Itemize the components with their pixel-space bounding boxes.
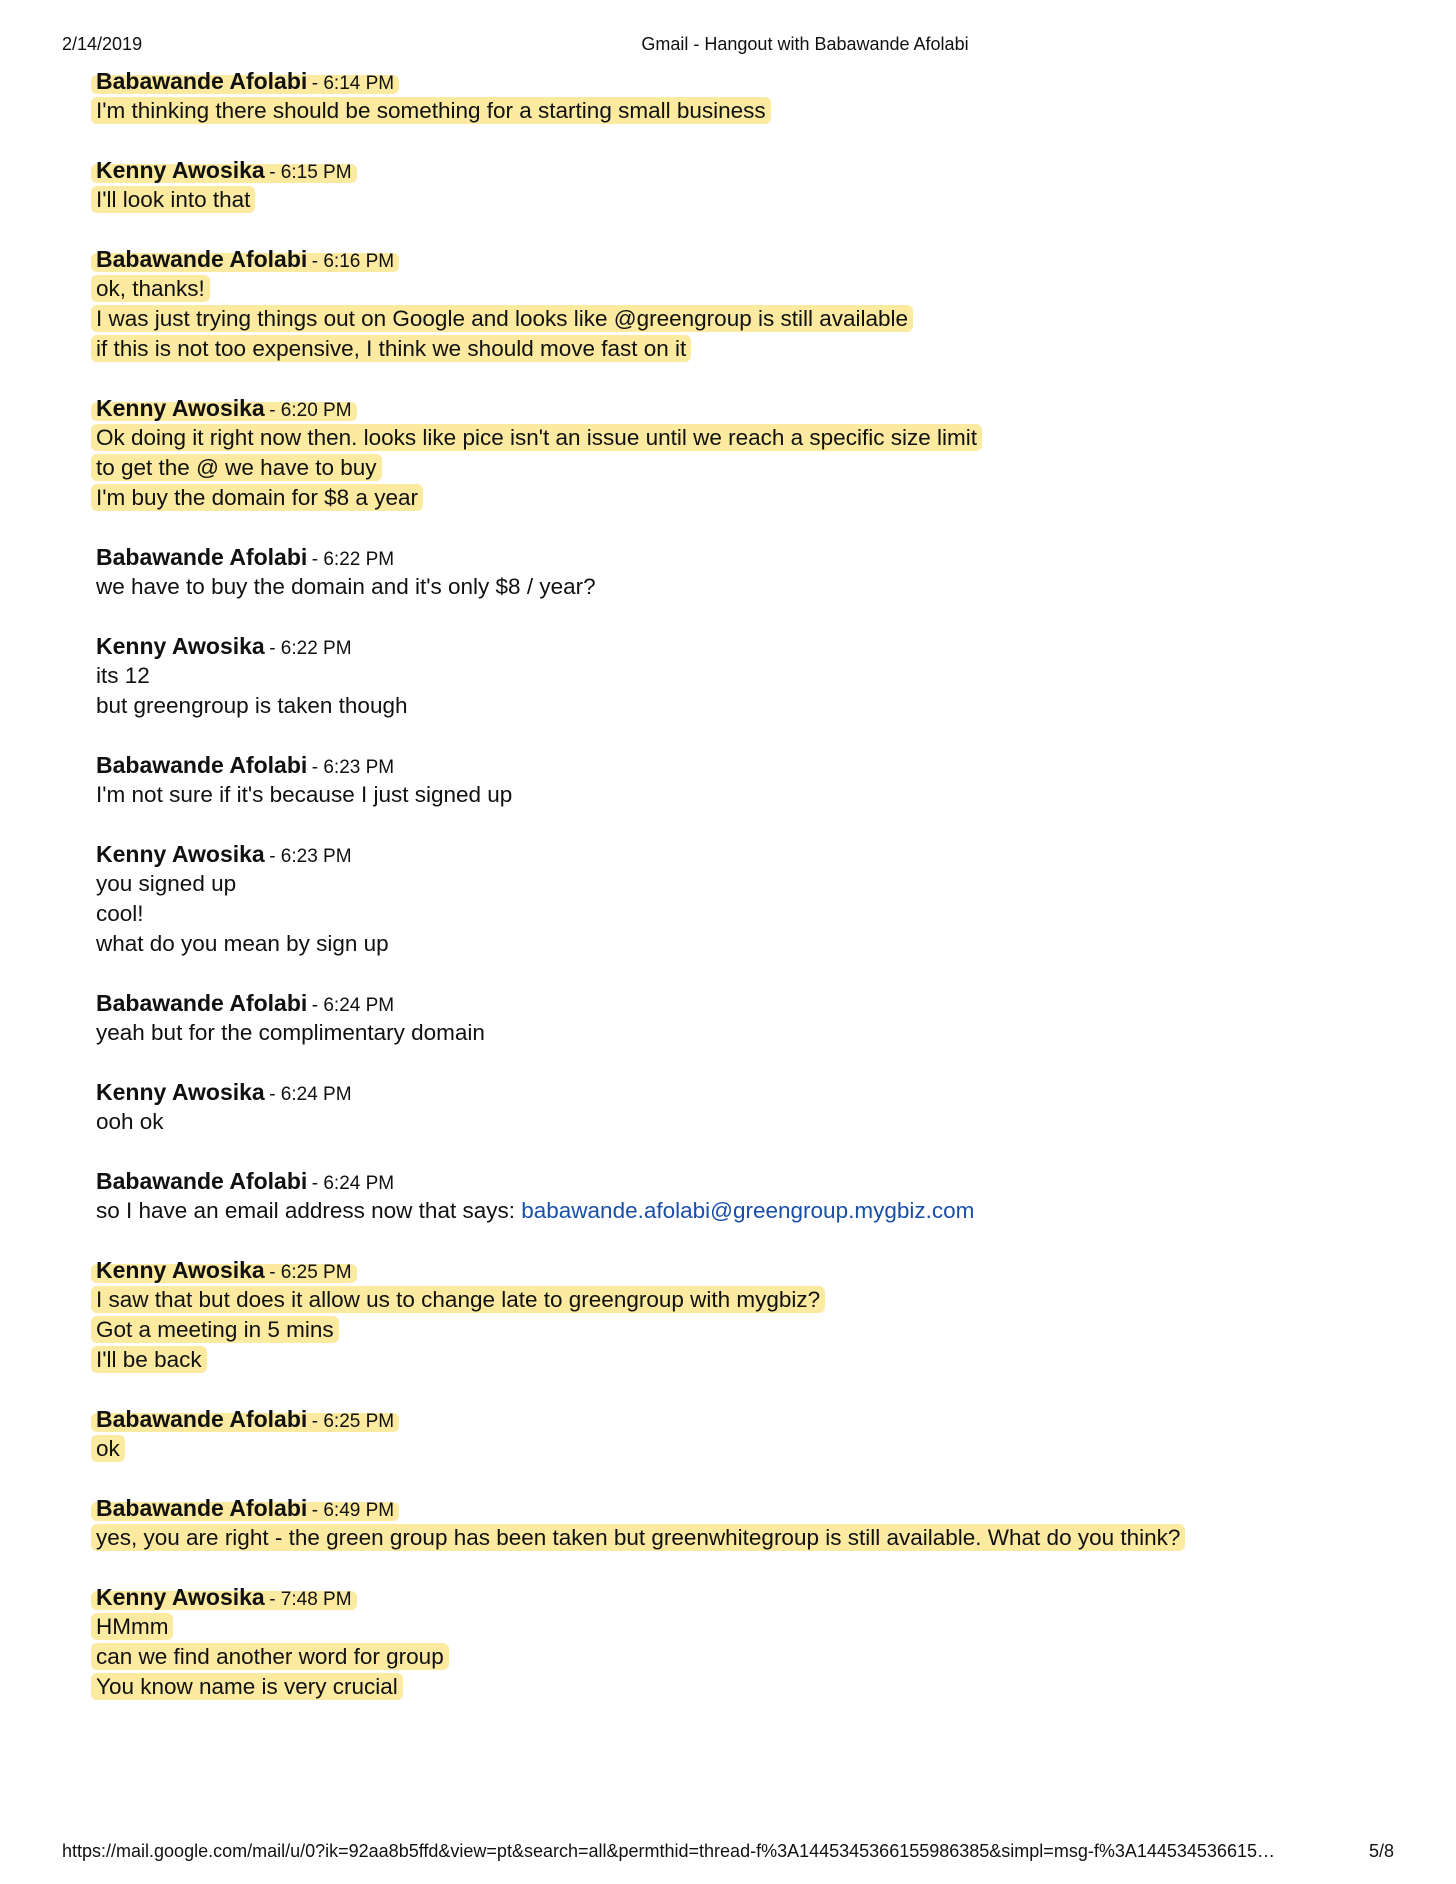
- sender-name: Babawande Afolabi: [96, 1168, 308, 1194]
- message-time: - 6:22 PM: [311, 549, 395, 570]
- message-text: I was just trying things out on Google and looks like @greengroup is still available: [91, 305, 913, 332]
- chat-message: [96, 839, 1416, 959]
- message-line: [96, 453, 1416, 483]
- sender-name: Kenny Awosika: [96, 841, 265, 867]
- sender-name: Babawande Afolabi: [96, 544, 308, 570]
- message-time: - 6:24 PM: [311, 1173, 395, 1194]
- message-line: [96, 185, 1416, 215]
- message-time: - 6:14 PM: [311, 73, 395, 94]
- message-time: - 6:23 PM: [311, 757, 395, 778]
- chat-message: [96, 631, 1416, 721]
- message-text: I'm not sure if it's because I just signed up: [96, 782, 513, 807]
- message-line: [96, 899, 1416, 929]
- message-text: yes, you are right - the green group has been taken but greenwhitegroup is still available. What do you think?: [91, 1524, 1185, 1551]
- message-time: - 6:15 PM: [269, 162, 352, 183]
- message-text: its 12: [96, 663, 150, 688]
- chat-message: [96, 750, 1416, 810]
- chat-message: [96, 1255, 1416, 1375]
- chat-message: [96, 1404, 1416, 1464]
- message-time: - 6:24 PM: [311, 995, 395, 1016]
- chat-message: [96, 244, 1416, 364]
- message-meta: [96, 1166, 1416, 1196]
- message-meta: [96, 66, 1416, 96]
- message-line: [96, 96, 1416, 126]
- sender-name: Kenny Awosika: [96, 1079, 265, 1105]
- message-text: You know name is very crucial: [91, 1673, 403, 1700]
- message-time: - 6:16 PM: [311, 251, 395, 272]
- message-line: [96, 334, 1416, 364]
- footer-url: https://mail.google.com/mail/u/0?ik=92aa8b5ffd&view=pt&search=all&permthid=thread-f%3A1445345366155986385&simpl=msg-f%3A144534536615…: [62, 1841, 1275, 1861]
- message-line: [96, 304, 1416, 334]
- message-time: - 6:25 PM: [269, 1262, 352, 1283]
- message-text: yeah but for the complimentary domain: [96, 1020, 485, 1045]
- message-line: [96, 691, 1416, 721]
- message-line: [96, 780, 1416, 810]
- message-line: [96, 1642, 1416, 1672]
- sender-name: Babawande Afolabi: [96, 1495, 308, 1521]
- message-time: - 6:24 PM: [269, 1084, 352, 1105]
- message-text: ok: [91, 1435, 125, 1462]
- chat-message: [96, 542, 1416, 602]
- chat-thread: [96, 66, 1416, 1731]
- message-text: I'll look into that: [91, 186, 255, 213]
- message-line: [96, 423, 1416, 453]
- message-meta: [96, 1255, 1416, 1285]
- message-line: [96, 661, 1416, 691]
- message-meta: [96, 1404, 1416, 1434]
- message-meta: [96, 244, 1416, 274]
- message-text: I'll be back: [91, 1346, 207, 1373]
- message-meta: [96, 393, 1416, 423]
- message-text: if this is not too expensive, I think we should move fast on it: [91, 335, 691, 362]
- message-line: [96, 1315, 1416, 1345]
- chat-message: [96, 1582, 1416, 1702]
- message-line: [96, 1196, 1416, 1226]
- message-line: [96, 1434, 1416, 1464]
- print-date: 2/14/2019: [62, 34, 143, 54]
- message-text: what do you mean by sign up: [96, 931, 389, 956]
- message-line: [96, 572, 1416, 602]
- message-meta: [96, 1493, 1416, 1523]
- chat-message: [96, 66, 1416, 126]
- sender-name: Kenny Awosika: [96, 633, 265, 659]
- message-meta: [96, 631, 1416, 661]
- page-number: 5/8: [1368, 1841, 1394, 1861]
- message-text: you signed up: [96, 871, 237, 896]
- email-link[interactable]: babawande.afolabi@greengroup.mygbiz.com: [521, 1198, 975, 1223]
- chat-message: [96, 393, 1416, 513]
- message-line: [96, 1107, 1416, 1137]
- message-meta: [96, 1077, 1416, 1107]
- sender-name: Kenny Awosika: [96, 395, 265, 421]
- page-title: Gmail - Hangout with Babawande Afolabi: [641, 34, 969, 54]
- message-text: I'm thinking there should be something for a starting small business: [91, 97, 771, 124]
- sender-name: Babawande Afolabi: [96, 246, 308, 272]
- message-time: - 6:23 PM: [269, 846, 352, 867]
- message-text: to get the @ we have to buy: [91, 454, 382, 481]
- message-meta: [96, 988, 1416, 1018]
- message-text: Ok doing it right now then. looks like pice isn't an issue until we reach a specific size limit: [91, 424, 982, 451]
- message-line: [96, 929, 1416, 959]
- chat-message: [96, 1077, 1416, 1137]
- chat-message: [96, 1166, 1416, 1226]
- message-line: [96, 1285, 1416, 1315]
- message-meta: [96, 839, 1416, 869]
- message-time: - 6:49 PM: [311, 1500, 395, 1521]
- message-text: cool!: [96, 901, 144, 926]
- chat-message: [96, 155, 1416, 215]
- message-text: I saw that but does it allow us to change late to greengroup with mygbiz?: [91, 1286, 825, 1313]
- message-time: - 7:48 PM: [269, 1589, 352, 1610]
- message-text: but greengroup is taken though: [96, 693, 408, 718]
- message-line: [96, 274, 1416, 304]
- message-meta: [96, 542, 1416, 572]
- message-time: - 6:22 PM: [269, 638, 352, 659]
- message-line: [96, 869, 1416, 899]
- message-line: [96, 1672, 1416, 1702]
- message-line: [96, 1345, 1416, 1375]
- message-line: [96, 1018, 1416, 1048]
- message-text: we have to buy the domain and it's only $8 / year?: [96, 574, 596, 599]
- message-time: - 6:20 PM: [269, 400, 352, 421]
- sender-name: Babawande Afolabi: [96, 68, 308, 94]
- sender-name: Kenny Awosika: [96, 1257, 265, 1283]
- sender-name: Babawande Afolabi: [96, 990, 308, 1016]
- message-line: [96, 1612, 1416, 1642]
- chat-message: [96, 988, 1416, 1048]
- message-line: [96, 483, 1416, 513]
- message-text: can we find another word for group: [91, 1643, 449, 1670]
- sender-name: Babawande Afolabi: [96, 1406, 308, 1432]
- message-meta: [96, 1582, 1416, 1612]
- message-line: [96, 1523, 1416, 1553]
- sender-name: Kenny Awosika: [96, 157, 265, 183]
- message-text: I'm buy the domain for $8 a year: [91, 484, 423, 511]
- message-text: HMmm: [91, 1613, 173, 1640]
- chat-message: [96, 1493, 1416, 1553]
- message-meta: [96, 155, 1416, 185]
- message-text: so I have an email address now that says:: [96, 1198, 522, 1223]
- sender-name: Babawande Afolabi: [96, 752, 308, 778]
- message-meta: [96, 750, 1416, 780]
- message-text: ok, thanks!: [91, 275, 210, 302]
- message-time: - 6:25 PM: [311, 1411, 395, 1432]
- message-text: ooh ok: [96, 1109, 164, 1134]
- sender-name: Kenny Awosika: [96, 1584, 265, 1610]
- message-text: Got a meeting in 5 mins: [91, 1316, 339, 1343]
